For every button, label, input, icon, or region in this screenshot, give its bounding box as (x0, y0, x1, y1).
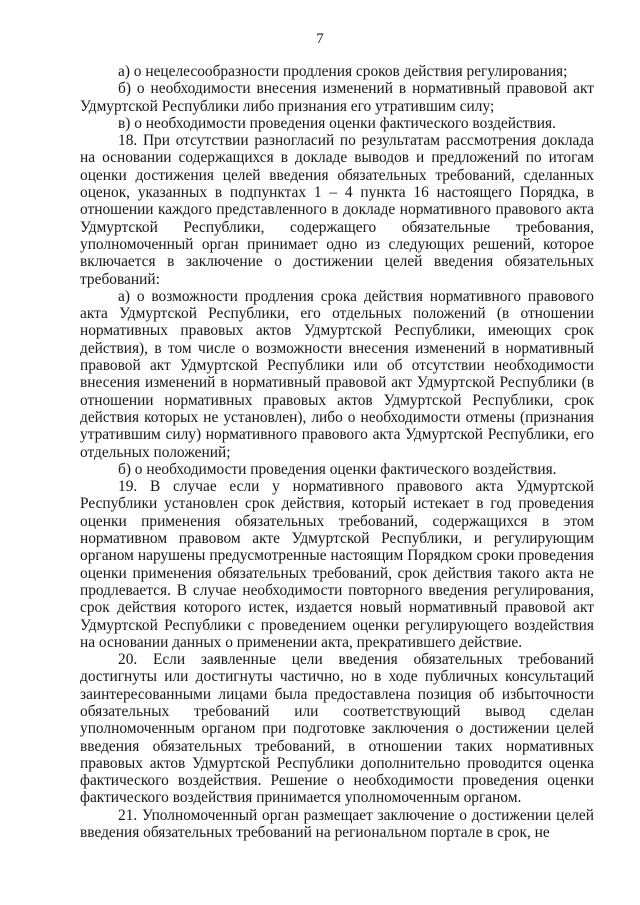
document-body (80, 63, 594, 841)
paragraph-clause-19: 19. В случае если у нормативного правового акта Удмуртской Республики установлен срок действия, который истекает в год проведения оценки применения обязательных требований, содержащихся в этом нормативном правовом акте Удмуртской Республики, и регулирующим органом нарушены предусмотренные настоящим Порядком сроки проведения оценки применения обязательных требований, срок действия такого акта не продлевается. В случае необходимости повторного введения регулирования, срок действия которого истек, издается новый нормативный правовой акт Удмуртской Республики с проведением оценки регулирующего воздействия на основании данных о применении акта, прекратившего действие. (80, 478, 594, 651)
paragraph-clause-18-item-b: б) о необходимости проведения оценки фактического воздействия. (118, 460, 557, 478)
page-number: 7 (316, 31, 324, 47)
paragraph-item-a-inexpediency: а) о нецелесообразности продления сроков действия регулирования; (118, 63, 568, 80)
paragraph-clause-20: 20. Если заявленные цели введения обязательных требований достигнуты или достигнуты частично, но в ходе публичных консультаций заинтересованными лицами была предоставлена позиция об избыточности обязательных требований или соответствующий вывод сделан уполномоченным органом при подготовке заключения о достижении целей введения обязательных требований, в отношении таких нормативных правовых актов Удмуртской Республики дополнительно проводится оценка фактического воздействия. Решение о необходимости проведения оценки фактического воздействия принимается уполномоченным органом. (80, 651, 594, 807)
paragraph-clause-18-item-a: а) о возможности продления срока действия нормативного правового акта Удмуртской Республики, его отдельных положений (в отношении нормативных правовых актов Удмуртской Республики, имеющих срок действия), в том числе о возможности внесения изменений в нормативный правовой акт Удмуртской Республики или об отсутствии необходимости внесения изменений в нормативный правовой акт Удмуртской Республики (в отношении нормативных правовых актов Удмуртской Республики, срок действия которых не установлен), либо о необходимости отмены (признания утратившим силу) нормативного правового акта Удмуртской Республики, его отдельных положений; (80, 287, 594, 461)
paragraph-item-b-amendments: б) о необходимости внесения изменений в нормативный правовой акт Удмуртской Республики либо признания его утратившим силу; (80, 80, 594, 115)
paragraph-item-v-impact-assessment: в) о необходимости проведения оценки фактического воздействия. (118, 114, 556, 132)
paragraph-clause-21: 21. Уполномоченный орган размещает заключение о достижении целей введения обязательных требований на региональном портале в срок, не (80, 806, 594, 842)
paragraph-clause-18: 18. При отсутствии разногласий по результатам рассмотрения доклада на основании содержащихся в докладе выводов и предложений по итогам оценки достижения целей введения обязательных требований, сделанных оценок, указанных в подпунктах 1 – 4 пункта 16 настоящего Порядка, в отношении каждого представленного в докладе нормативного правового акта Удмуртской Республики, содержащего обязательные требования, уполномоченный орган принимает одно из следующих решений, которое включается в заключение о достижении целей введения обязательных требований: (80, 132, 594, 288)
